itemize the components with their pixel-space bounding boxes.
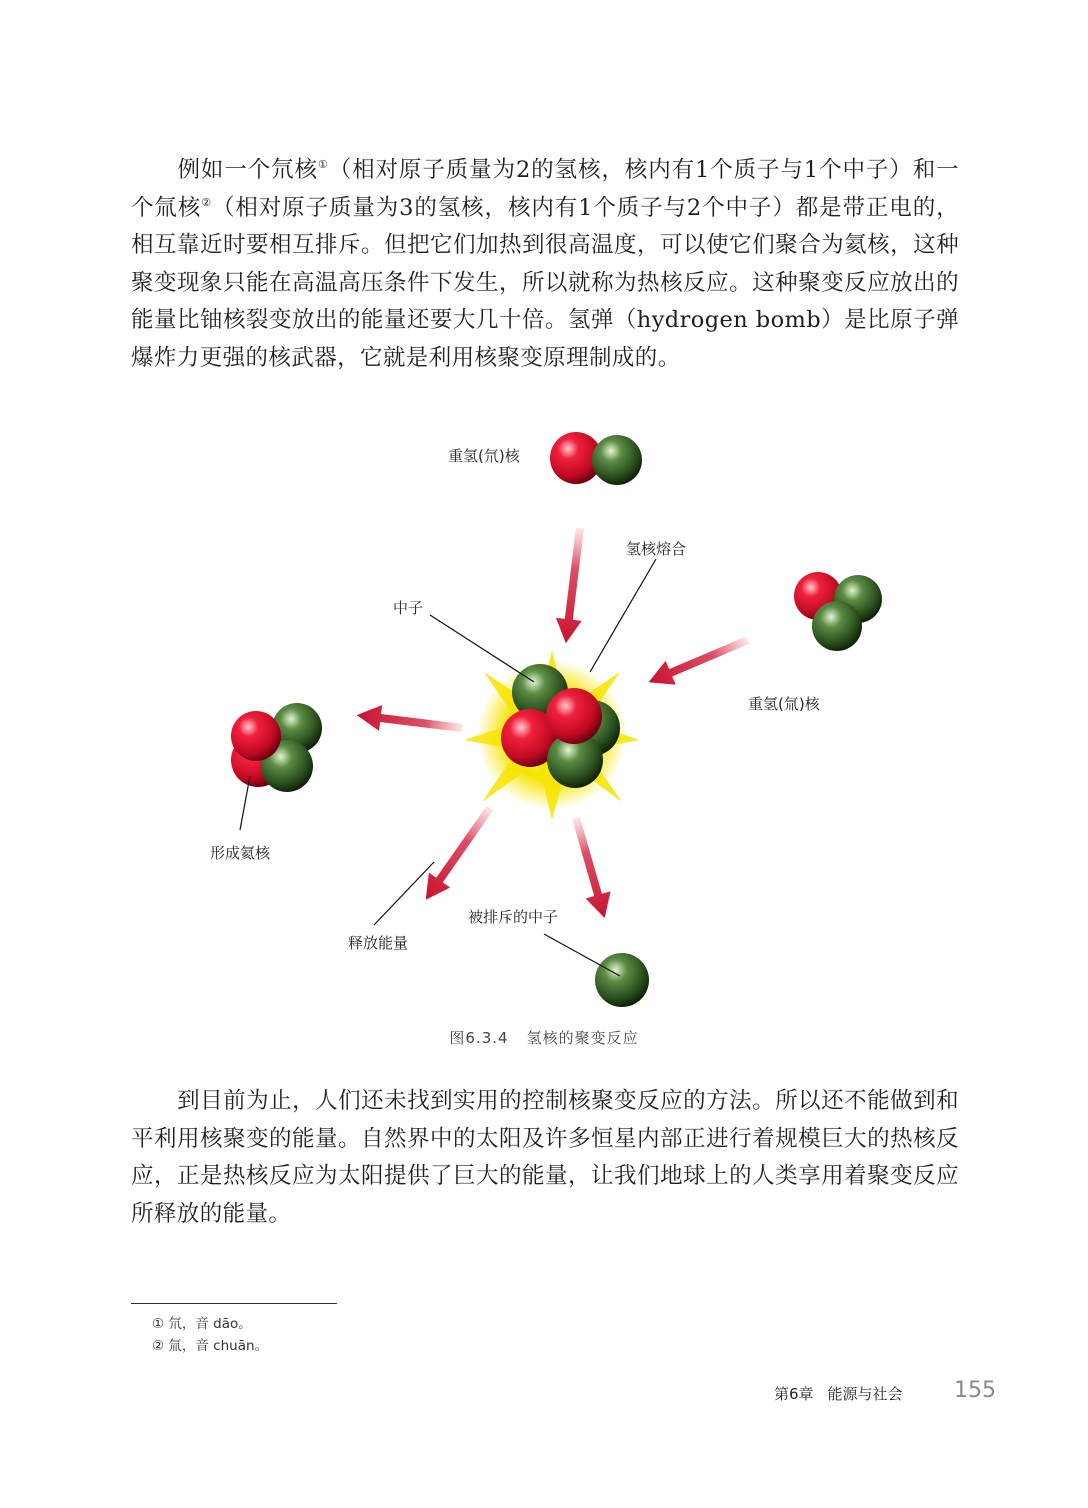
arrow-from-tritium bbox=[644, 628, 754, 694]
paragraph-2-text: 到目前为止，人们还未找到实用的控制核聚变反应的方法。所以还不能做到和平利用核聚变的能量。自然界中的太阳及许多恒星内部正进行着规模巨大的热核反应，正是热核反应为太阳提供了巨大的能量，让我们地球上的人类享用着聚变反应所释放的能量。 bbox=[131, 1088, 959, 1227]
label-tritium: 重氢(氚)核 bbox=[748, 695, 820, 713]
proton bbox=[231, 711, 281, 761]
label-neutron: 中子 bbox=[393, 599, 424, 617]
arrow-to-helium bbox=[355, 702, 463, 741]
label-helium: 形成氦核 bbox=[210, 844, 271, 862]
neutron bbox=[812, 601, 862, 651]
chapter-number: 第6章 bbox=[774, 1385, 814, 1403]
footer-chapter bbox=[774, 1383, 903, 1404]
footnote-ref-2[interactable]: ② bbox=[201, 195, 212, 209]
footnote-1: ① 氘，音 dāo。 bbox=[152, 1316, 252, 1332]
label-deuterium: 重氢(氘)核 bbox=[448, 447, 520, 465]
page-number: 155 bbox=[954, 1378, 996, 1403]
footnote-divider bbox=[131, 1303, 337, 1304]
neutron bbox=[592, 435, 642, 485]
footnote-2: ② 氚，音 chuān。 bbox=[152, 1338, 269, 1354]
figure-number: 图6.3.4 bbox=[449, 1029, 509, 1047]
paragraph-1-part-3: （相对原子质量为3的氢核，核内有1个质子与2个中子）都是带正电的，相互靠近时要相互排斥。但把它们加热到很高温度，可以使它们聚合为氦核，这种聚变现象只能在高温高压条件下发生，所以就称为热核反应。这种聚变反应放出的能量比铀核裂变放出的能量还要大几十倍。氢弹（hydrogen bomb）是比原子弹爆炸力更强的核武器，它就是利用核聚变原理制成的。 bbox=[131, 194, 960, 371]
ejected-neutron bbox=[595, 953, 649, 1007]
label-energy: 释放能量 bbox=[348, 934, 409, 952]
leader-neutron bbox=[430, 615, 534, 682]
footnote-ref-1[interactable]: ① bbox=[317, 158, 329, 171]
paragraph-2 bbox=[131, 1083, 959, 1233]
leader-fusion bbox=[590, 559, 656, 672]
proton bbox=[546, 688, 602, 744]
label-fusion: 氢核熔合 bbox=[626, 540, 687, 558]
label-ejected-neutron: 被排斥的中子 bbox=[468, 908, 559, 926]
paragraph-1-part-2: （相对原子质量为2的氢核，核内有1个质子与1个中子）和一个氚核 bbox=[131, 157, 959, 221]
arrow-from-deuterium bbox=[553, 526, 593, 644]
tritium-nucleus bbox=[794, 572, 882, 651]
fusion-illustration bbox=[190, 410, 910, 1020]
deuterium-nucleus bbox=[550, 432, 642, 485]
leader-helium bbox=[240, 776, 250, 830]
chapter-title: 能源与社会 bbox=[827, 1385, 903, 1403]
arrow-ejected-neutron bbox=[564, 814, 618, 921]
figure-caption-text: 氢核的聚变反应 bbox=[526, 1029, 639, 1047]
arrow-release-energy bbox=[415, 801, 501, 908]
leader-energy bbox=[374, 862, 434, 925]
paragraph-1 bbox=[131, 152, 959, 378]
paragraph-1-part-1: 例如一个氘核 bbox=[177, 157, 318, 183]
helium-nucleus bbox=[231, 703, 322, 792]
fusion-figure bbox=[190, 410, 910, 1020]
figure-caption bbox=[0, 1027, 1088, 1048]
leader-ejected bbox=[544, 934, 620, 976]
